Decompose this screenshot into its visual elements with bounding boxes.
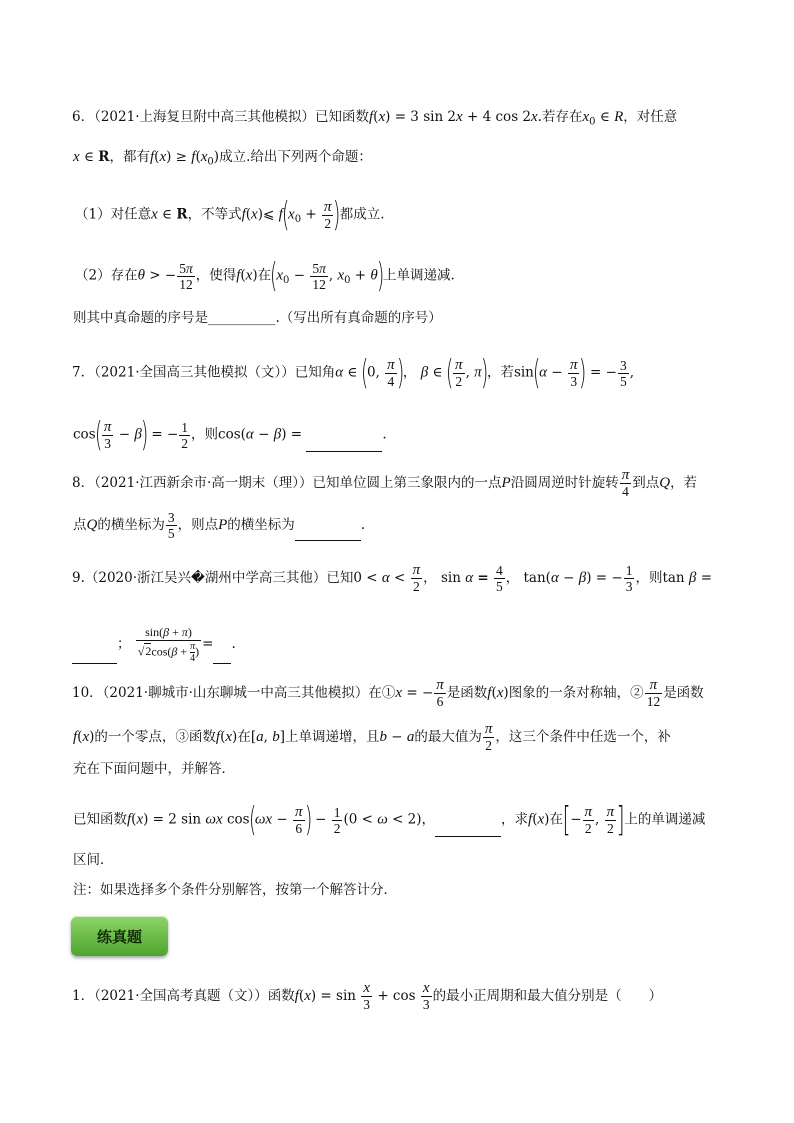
q8-line2b: 的横坐标为 bbox=[97, 517, 165, 533]
q10-note: 注：如果选择多个条件分别解答，按第一个解答计分． bbox=[73, 882, 397, 898]
q8-line1-text: 8．（2021·江西新余市·高一期末（理））已知单位圆上第三象限内的一点 bbox=[72, 475, 502, 491]
q10-l2b: 在 bbox=[237, 729, 251, 745]
q9-prefix: 9.（2020·浙江吴兴�湖州中学高三其他）已知 bbox=[72, 570, 354, 586]
q8-line1c: 到点 bbox=[632, 475, 660, 491]
q6-t1: .若存在 bbox=[537, 109, 583, 125]
q6-l2b: 成立.给出下列两个命题： bbox=[219, 149, 372, 165]
q8-line2e: . bbox=[360, 517, 366, 533]
q1-t1: 的最小正周期和最大值分别是（ ） bbox=[432, 988, 663, 1004]
practice-section-button[interactable]: 练真题 bbox=[71, 916, 168, 956]
q9-t1: ， bbox=[423, 570, 437, 586]
q6-prop2: （2）存在θ > − $\frac{5\pi}{12}$ ，使得f(x)在($x_0$ − $\frac{5\pi}{12}$ , $x_0 + \theta$)上单调递减. bbox=[75, 256, 455, 296]
q7-line2: cos( $\frac{\pi}{3}$ − β) = − $\frac{1}{2}$ ，则cos(α − β) = . bbox=[73, 415, 387, 455]
q1-prefix: 1．（2021·全国高考真题（文））函数 bbox=[72, 988, 295, 1004]
q6-p1c: 都成立. bbox=[339, 206, 385, 223]
q6-tail: 则其中真命题的序号是__________.（写出所有真命题的序号） bbox=[73, 310, 442, 326]
q8-line2c: ，则点 bbox=[177, 517, 219, 533]
q6-t2: ，对任意 bbox=[623, 109, 678, 125]
q6-p2c: 在 bbox=[257, 267, 272, 284]
q7-prefix: 7．（2021·全国高三其他模拟（文））已知角 bbox=[72, 364, 336, 381]
q6-line1: 6．（2021·上海复旦附中高三其他模拟）已知函数f(x) = 3 sin 2x + 4 cos 2x.若存在$x_0$ ∈ R，对任意 bbox=[72, 109, 678, 128]
q10-t1: 是函数 bbox=[446, 685, 488, 701]
q10-t3: 是函数 bbox=[663, 685, 704, 701]
q1-line1: 1．（2021·全国高考真题（文））函数f(x) = sin $\frac{x}{3}$ + cos $\frac{x}{3}$ 的最小正周期和最大值分别是（ ） bbox=[72, 980, 663, 1012]
q9-l2c: . bbox=[231, 636, 236, 652]
q9-l2a: ； bbox=[117, 636, 131, 652]
q10-l4d: 在 bbox=[549, 811, 563, 828]
q6-p2b: ，使得 bbox=[195, 267, 237, 284]
q7-l2a: ，则 bbox=[191, 426, 219, 443]
q10-t2: 图象的一条对称轴，② bbox=[508, 685, 644, 701]
q6-prefix: 6．（2021·上海复旦附中高三其他模拟）已知函数 bbox=[72, 109, 369, 125]
q10-prefix: 10．（2021·聊城市·山东聊城一中高三其他模拟）在① bbox=[72, 685, 396, 701]
q6-line2: x ∈ R，都有$f(x) \ge f(x_0)$成立.给出下列两个命题： bbox=[73, 149, 372, 168]
q8-line2d: 的横坐标为 bbox=[227, 517, 295, 533]
q7-t2: ，若 bbox=[486, 364, 514, 381]
q7-l2b: . bbox=[382, 426, 387, 443]
q10-l4c: ，求 bbox=[501, 811, 529, 828]
q9-line1: 9.（2020·浙江吴兴�湖州中学高三其他）已知0 < α < $\frac{\pi}{2}$ ， sin α = $\frac{4}{5}$ ， tan(α − β) = − $\frac{1}{3}$ ，则tan β = bbox=[72, 562, 713, 594]
q10-line3: 充在下面问题中，并解答． bbox=[73, 761, 235, 777]
q9-t4: = bbox=[700, 570, 713, 586]
q9-l2b: = bbox=[202, 636, 214, 652]
q8-line1d: ，若 bbox=[670, 475, 698, 491]
q6-p2d: 上单调递减. bbox=[383, 267, 455, 284]
q6-p1a: （1）对任意 bbox=[75, 206, 152, 223]
q8-line2a: 点 bbox=[73, 517, 87, 533]
q8-line1: 8．（2021·江西新余市·高一期末（理））已知单位圆上第三象限内的一点P沿圆周逆时针旋转 $\frac{\pi}{4}$ 到点Q，若 bbox=[72, 467, 698, 499]
q6-p2a: （2）存在 bbox=[75, 267, 138, 284]
q7-t1: ， bbox=[402, 364, 417, 381]
q9-t3: ，则 bbox=[635, 570, 663, 586]
q8-line1b: 沿圆周逆时针旋转 bbox=[510, 475, 619, 491]
q6-p1b: ，不等式 bbox=[187, 206, 242, 223]
q10-line1: 10．（2021·聊城市·山东聊城一中高三其他模拟）在①x = − $\frac{\pi}{6}$ 是函数f(x)图象的一条对称轴，② $\frac{\pi}{12}$ 是函数 bbox=[72, 677, 704, 709]
q10-l4e: 上的单调递减 bbox=[624, 811, 706, 828]
q6-prop1: （1）对任意x ∈ R，不等式f(x)⩽ $f(x_0$ + $\frac{\pi}{2}$ )都成立. bbox=[75, 195, 385, 235]
q10-l2c: 上单调递增，且 bbox=[284, 729, 380, 745]
q7-line1: 7．（2021·全国高三其他模拟（文））已知角α ∈ (0, $\frac{\pi}{4}$ )， β ∈ ( $\frac{\pi}{2}$ , π)，若sin(α − $\frac{\pi}{3}$ ) = − $\frac{3}{5}$ , bbox=[72, 353, 634, 393]
q9-line2: ； sin(β + π) √2cos(β + $\frac{\pi}{4}$ ) = . bbox=[72, 625, 236, 664]
q10-line5: 区间． bbox=[73, 852, 114, 868]
q10-l4a: 已知函数 bbox=[73, 811, 127, 828]
q10-line4: 已知函数f(x) = 2 sin ωx cos(ωx − $\frac{\pi}{6}$ ) − $\frac{1}{2}$ (0 < ω < 2)， ，求f(x)在[− $\frac{\pi}{2}$ , $\frac{\pi}{2}$ ]上的单调递减 bbox=[73, 800, 706, 840]
q10-l2a: 的一个零点，③函数 bbox=[94, 729, 216, 745]
q10-l4b: ， bbox=[421, 811, 436, 828]
q8-line2: 点Q的横坐标为 $\frac{3}{5}$ ，则点P的横坐标为 . bbox=[73, 510, 366, 541]
q9-t2: ， bbox=[505, 570, 520, 586]
q10-line2: f(x)的一个零点，③函数f(x)在[a, b]上单调递增，且b − a的最大值为 $\frac{\pi}{2}$ ，这三个条件中任选一个，补 bbox=[73, 721, 671, 753]
q10-l2d: 的最大值为 bbox=[414, 729, 482, 745]
q6-l2a: ，都有 bbox=[109, 149, 150, 165]
q10-l2e: ，这三个条件中任选一个，补 bbox=[495, 729, 671, 745]
